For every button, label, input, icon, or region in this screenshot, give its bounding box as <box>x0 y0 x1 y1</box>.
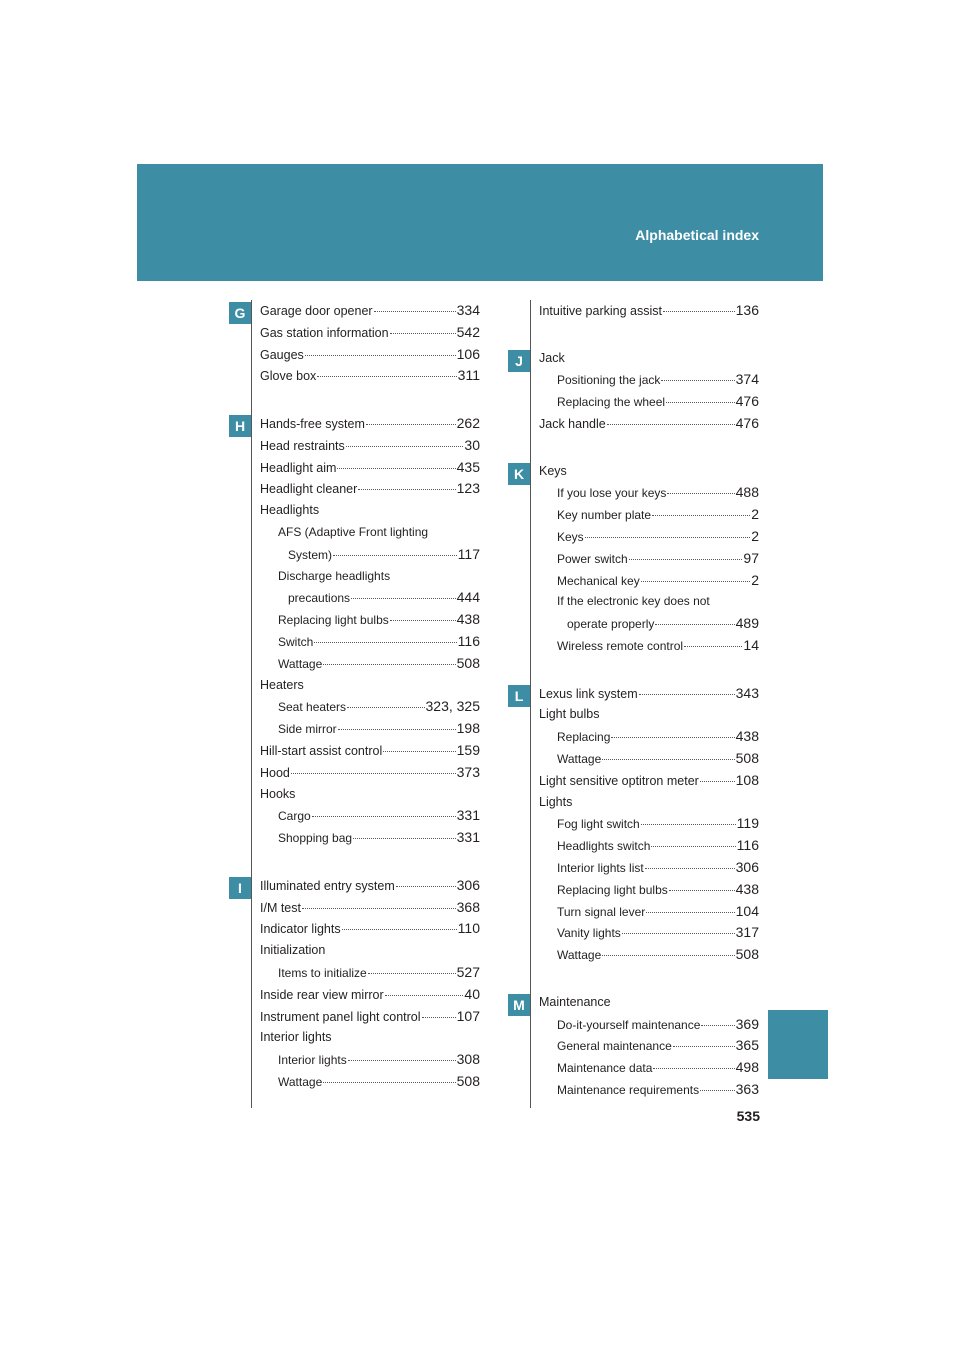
section-letter-j: J <box>508 350 530 372</box>
leader-dots <box>645 868 735 869</box>
entry-label: Hill-start assist control <box>260 743 383 758</box>
entry-page-ref[interactable]: 40 <box>464 985 480 1002</box>
index-entry <box>260 344 480 366</box>
entry-page-ref[interactable]: 331 <box>456 829 480 846</box>
page-number: 535 <box>736 1108 760 1124</box>
index-entry <box>539 770 759 792</box>
index-entry <box>260 984 480 1006</box>
entry-label: Do-it-yourself maintenance <box>557 1017 701 1032</box>
entry-page-ref[interactable]: 438 <box>735 728 759 745</box>
entry-page-ref[interactable]: 262 <box>456 414 480 431</box>
entry-page-ref[interactable]: 508 <box>456 654 480 671</box>
entry-label: Vanity lights <box>557 926 621 941</box>
index-entry <box>539 591 759 613</box>
leader-dots <box>291 773 456 774</box>
index-entry <box>539 857 759 879</box>
leader-dots <box>353 838 456 839</box>
entry-page-ref[interactable]: 365 <box>735 1037 759 1054</box>
entry-label: Maintenance requirements <box>557 1082 700 1097</box>
index-entry <box>260 653 480 675</box>
index-entry <box>539 792 759 814</box>
index-entry <box>260 718 480 740</box>
leader-dots <box>653 1068 734 1069</box>
entry-label: Items to initialize <box>278 965 367 980</box>
index-entry <box>539 348 759 370</box>
entry-label: Hooks <box>260 786 296 801</box>
entry-label: Positioning the jack <box>557 373 661 388</box>
entry-page-ref[interactable]: 527 <box>456 963 480 980</box>
entry-page-ref[interactable]: 438 <box>456 611 480 628</box>
leader-dots <box>317 376 456 377</box>
leader-dots <box>338 729 456 730</box>
entry-label: Replacing light bulbs <box>557 882 668 897</box>
index-entry <box>539 726 759 748</box>
column-divider-right <box>530 300 531 1108</box>
entry-page-ref[interactable]: 159 <box>456 741 480 758</box>
entry-page-ref[interactable]: 110 <box>457 920 480 937</box>
index-entry <box>260 609 480 631</box>
index-entry <box>539 944 759 966</box>
entry-page-ref[interactable]: 438 <box>735 880 759 897</box>
index-entry <box>260 1071 480 1093</box>
leader-dots <box>611 737 734 738</box>
entry-label: Headlights <box>260 503 320 518</box>
index-entry <box>539 922 759 944</box>
entry-page-ref[interactable]: 2 <box>751 527 759 544</box>
leader-dots <box>305 355 456 356</box>
index-entry <box>539 879 759 901</box>
entry-label: Cargo <box>278 809 311 824</box>
section-letter-i: I <box>229 877 251 899</box>
leader-dots <box>390 333 456 334</box>
leader-dots <box>342 929 457 930</box>
entry-page-ref[interactable]: 374 <box>735 371 759 388</box>
entry-label: Light sensitive optitron meter <box>539 773 699 788</box>
entry-label: Replacing light bulbs <box>278 613 389 628</box>
entry-label: Mechanical key <box>557 573 640 588</box>
entry-page-ref[interactable]: 368 <box>456 898 480 915</box>
leader-dots <box>701 1025 734 1026</box>
index-entry <box>260 435 480 457</box>
index-entry <box>260 740 480 762</box>
leader-dots <box>666 402 735 403</box>
entry-label: Intuitive parking assist <box>539 304 662 318</box>
leader-dots <box>639 694 735 695</box>
entry-label: I/M test <box>260 900 301 915</box>
index-entry <box>260 696 480 718</box>
entry-page-ref[interactable]: 331 <box>456 807 480 824</box>
index-entry <box>539 635 759 657</box>
leader-dots <box>368 973 456 974</box>
index-entry <box>260 918 480 940</box>
entry-label: Lights <box>539 794 573 809</box>
entry-label: Maintenance <box>539 994 611 1009</box>
entry-page-ref[interactable]: 334 <box>456 302 480 318</box>
entry-label: Wattage <box>557 751 602 766</box>
section-gap <box>260 849 480 875</box>
index-entry <box>539 992 759 1014</box>
leader-dots <box>385 995 464 996</box>
entry-label: Garage door opener <box>260 304 373 318</box>
index-entry <box>260 631 480 653</box>
entry-label: Headlights switch <box>557 839 651 854</box>
entry-label: Key number plate <box>557 508 652 523</box>
entry-label: AFS (Adaptive Front lighting <box>278 524 429 539</box>
leader-dots <box>602 955 734 956</box>
index-entry <box>260 897 480 919</box>
leader-dots <box>348 1060 456 1061</box>
index-entry <box>539 526 759 548</box>
index-entry <box>260 1006 480 1028</box>
index-entry <box>539 300 759 322</box>
entry-page-ref[interactable]: 498 <box>735 1059 759 1076</box>
entry-page-ref[interactable]: 489 <box>735 615 759 632</box>
entry-label: Light bulbs <box>539 707 600 722</box>
entry-label: Illuminated entry system <box>260 878 395 893</box>
entry-page-ref[interactable]: 444 <box>456 589 480 606</box>
entry-label: Wattage <box>557 948 602 963</box>
entry-label: Wattage <box>278 656 323 671</box>
section-letter-m: M <box>508 994 530 1016</box>
leader-dots <box>663 311 735 312</box>
leader-dots <box>607 424 735 425</box>
entry-label: Seat heaters <box>278 700 347 715</box>
index-entry <box>260 962 480 984</box>
entry-page-ref[interactable]: 108 <box>735 771 759 788</box>
index-entry <box>260 1027 480 1049</box>
entry-page-ref[interactable]: 106 <box>456 345 480 362</box>
index-entry <box>260 1049 480 1071</box>
index-entry <box>539 1057 759 1079</box>
leader-dots <box>700 1090 735 1091</box>
leader-dots <box>314 642 456 643</box>
entry-page-ref[interactable]: 435 <box>456 458 480 475</box>
entry-label: Hood <box>260 765 290 780</box>
leader-dots <box>366 424 456 425</box>
index-entry <box>539 704 759 726</box>
leader-dots <box>383 751 455 752</box>
index-entry <box>260 587 480 609</box>
entry-page-ref[interactable]: 136 <box>735 302 759 318</box>
entry-page-ref[interactable]: 306 <box>456 876 480 893</box>
entry-label: Jack <box>539 350 565 365</box>
index-entry <box>539 683 759 705</box>
leader-dots <box>390 620 456 621</box>
entry-label: Gauges <box>260 347 304 362</box>
section-letter-k: K <box>508 463 530 485</box>
entry-label: Head restraints <box>260 438 345 453</box>
index-side-tab <box>768 1010 828 1079</box>
entry-label: System) <box>288 547 333 562</box>
leader-dots <box>351 598 456 599</box>
index-entry <box>539 1035 759 1057</box>
entry-label: Interior lights <box>260 1030 332 1045</box>
entry-page-ref[interactable]: 30 <box>464 436 480 453</box>
section-gap <box>539 322 759 348</box>
index-entry <box>260 784 480 806</box>
index-column-right <box>539 300 759 1101</box>
entry-label: If the electronic key does not <box>557 594 710 609</box>
entry-page-ref[interactable]: 97 <box>743 549 759 566</box>
entry-page-ref[interactable]: 123 <box>456 480 480 497</box>
header-bar <box>137 164 823 281</box>
entry-label: Turn signal lever <box>557 904 646 919</box>
index-entry <box>260 875 480 897</box>
entry-label: Indicator lights <box>260 922 341 937</box>
index-entry <box>539 570 759 592</box>
leader-dots <box>700 781 735 782</box>
leader-dots <box>333 555 457 556</box>
leader-dots <box>669 890 735 891</box>
entry-label: Interior lights list <box>557 860 644 875</box>
index-entry <box>260 478 480 500</box>
leader-dots <box>374 311 456 312</box>
entry-label: Keys <box>539 463 567 478</box>
entry-label: precautions <box>288 591 351 606</box>
index-entry <box>260 522 480 544</box>
leader-dots <box>655 624 734 625</box>
entry-label: Lexus link system <box>539 686 638 701</box>
index-entry <box>539 504 759 526</box>
entry-page-ref[interactable]: 2 <box>751 506 759 523</box>
leader-dots <box>661 380 734 381</box>
entry-label: Keys <box>557 529 584 544</box>
entry-label: Headlight cleaner <box>260 482 358 497</box>
section-letter-l: L <box>508 685 530 707</box>
entry-page-ref[interactable]: 306 <box>735 858 759 875</box>
leader-dots <box>641 824 736 825</box>
entry-page-ref[interactable]: 369 <box>735 1015 759 1032</box>
section-gap <box>539 435 759 461</box>
index-entry <box>260 544 480 566</box>
entry-label: Jack handle <box>539 416 606 431</box>
leader-dots <box>302 908 456 909</box>
entry-page-ref[interactable]: 107 <box>456 1007 480 1024</box>
column-divider-left <box>251 300 252 1108</box>
entry-page-ref[interactable]: 323, 325 <box>425 698 480 715</box>
section-letter-h: H <box>229 415 251 437</box>
entry-label: Heaters <box>260 677 304 692</box>
index-entry <box>539 482 759 504</box>
entry-label: Gas station information <box>260 325 389 340</box>
index-entry <box>539 613 759 635</box>
leader-dots <box>629 559 743 560</box>
entry-page-ref[interactable]: 116 <box>457 632 480 649</box>
index-entry <box>260 413 480 435</box>
entry-page-ref[interactable]: 119 <box>736 815 759 832</box>
entry-label: General maintenance <box>557 1039 672 1054</box>
entry-label: Wireless remote control <box>557 638 684 653</box>
leader-dots <box>312 816 456 817</box>
index-entry <box>260 762 480 784</box>
index-entry <box>260 500 480 522</box>
entry-label: Replacing the wheel <box>557 395 666 410</box>
index-entry <box>260 457 480 479</box>
leader-dots <box>652 515 750 516</box>
index-entry <box>260 827 480 849</box>
index-entry <box>539 901 759 923</box>
entry-label: Side mirror <box>278 722 337 737</box>
entry-page-ref[interactable]: 104 <box>735 902 759 919</box>
entry-label: If you lose your keys <box>557 486 667 501</box>
leader-dots <box>323 664 455 665</box>
leader-dots <box>323 1082 455 1083</box>
index-entry <box>539 835 759 857</box>
leader-dots <box>347 707 424 708</box>
index-entry <box>260 675 480 697</box>
index-entry <box>539 413 759 435</box>
entry-label: Wattage <box>278 1074 323 1089</box>
entry-page-ref[interactable]: 343 <box>735 684 759 701</box>
index-entry <box>260 566 480 588</box>
entry-page-ref[interactable]: 488 <box>735 484 759 501</box>
section-gap <box>539 966 759 992</box>
leader-dots <box>602 759 734 760</box>
entry-page-ref[interactable]: 308 <box>456 1051 480 1068</box>
leader-dots <box>585 537 751 538</box>
leader-dots <box>337 468 455 469</box>
section-gap <box>260 387 480 413</box>
entry-label: Instrument panel light control <box>260 1009 421 1024</box>
entry-page-ref[interactable]: 508 <box>456 1072 480 1089</box>
entry-page-ref[interactable]: 116 <box>736 837 759 854</box>
index-entry <box>539 548 759 570</box>
leader-dots <box>667 493 734 494</box>
leader-dots <box>422 1017 456 1018</box>
leader-dots <box>641 581 750 582</box>
entry-label: Maintenance data <box>557 1061 653 1076</box>
entry-page-ref[interactable]: 363 <box>735 1080 759 1097</box>
leader-dots <box>646 912 734 913</box>
entry-page-ref[interactable]: 2 <box>751 571 759 588</box>
entry-label: Replacing <box>557 730 611 745</box>
leader-dots <box>346 446 464 447</box>
entry-page-ref[interactable]: 311 <box>457 367 480 384</box>
leader-dots <box>358 489 455 490</box>
entry-label: Power switch <box>557 551 628 566</box>
entry-page-ref[interactable]: 198 <box>456 720 480 737</box>
index-entry <box>539 391 759 413</box>
index-entry <box>539 748 759 770</box>
section-gap <box>539 657 759 683</box>
index-entry <box>260 940 480 962</box>
leader-dots <box>396 886 456 887</box>
entry-page-ref[interactable]: 508 <box>735 749 759 766</box>
entry-page-ref[interactable]: 508 <box>735 946 759 963</box>
entry-label: Shopping bag <box>278 831 353 846</box>
entry-label: Discharge headlights <box>278 568 391 583</box>
entry-label: operate properly <box>567 617 655 632</box>
leader-dots <box>622 933 735 934</box>
index-entry <box>539 461 759 483</box>
entry-page-ref[interactable]: 117 <box>457 545 480 562</box>
entry-label: Switch <box>278 634 314 649</box>
leader-dots <box>651 846 735 847</box>
entry-label: Glove box <box>260 369 317 384</box>
entry-label: Inside rear view mirror <box>260 987 384 1002</box>
entry-label: Interior lights <box>278 1053 347 1068</box>
section-title: Alphabetical index <box>635 227 759 243</box>
index-entry <box>539 1014 759 1036</box>
entry-page-ref[interactable]: 476 <box>735 414 759 431</box>
entry-label: Headlight aim <box>260 460 337 475</box>
entry-page-ref[interactable]: 373 <box>456 763 480 780</box>
index-entry <box>260 322 480 344</box>
leader-dots <box>673 1046 735 1047</box>
entry-page-ref[interactable]: 317 <box>735 924 759 941</box>
entry-label: Fog light switch <box>557 817 640 832</box>
index-column-left <box>260 300 480 1093</box>
index-entry <box>260 300 480 322</box>
index-entry <box>539 813 759 835</box>
index-entry <box>260 805 480 827</box>
index-entry <box>539 369 759 391</box>
entry-page-ref[interactable]: 476 <box>735 393 759 410</box>
entry-label: Initialization <box>260 943 326 958</box>
index-entry <box>539 1079 759 1101</box>
leader-dots <box>684 646 742 647</box>
section-letter-g: G <box>229 302 251 324</box>
entry-page-ref[interactable]: 542 <box>456 323 480 340</box>
entry-page-ref[interactable]: 14 <box>743 636 759 653</box>
entry-label: Hands-free system <box>260 416 365 431</box>
index-entry <box>260 365 480 387</box>
